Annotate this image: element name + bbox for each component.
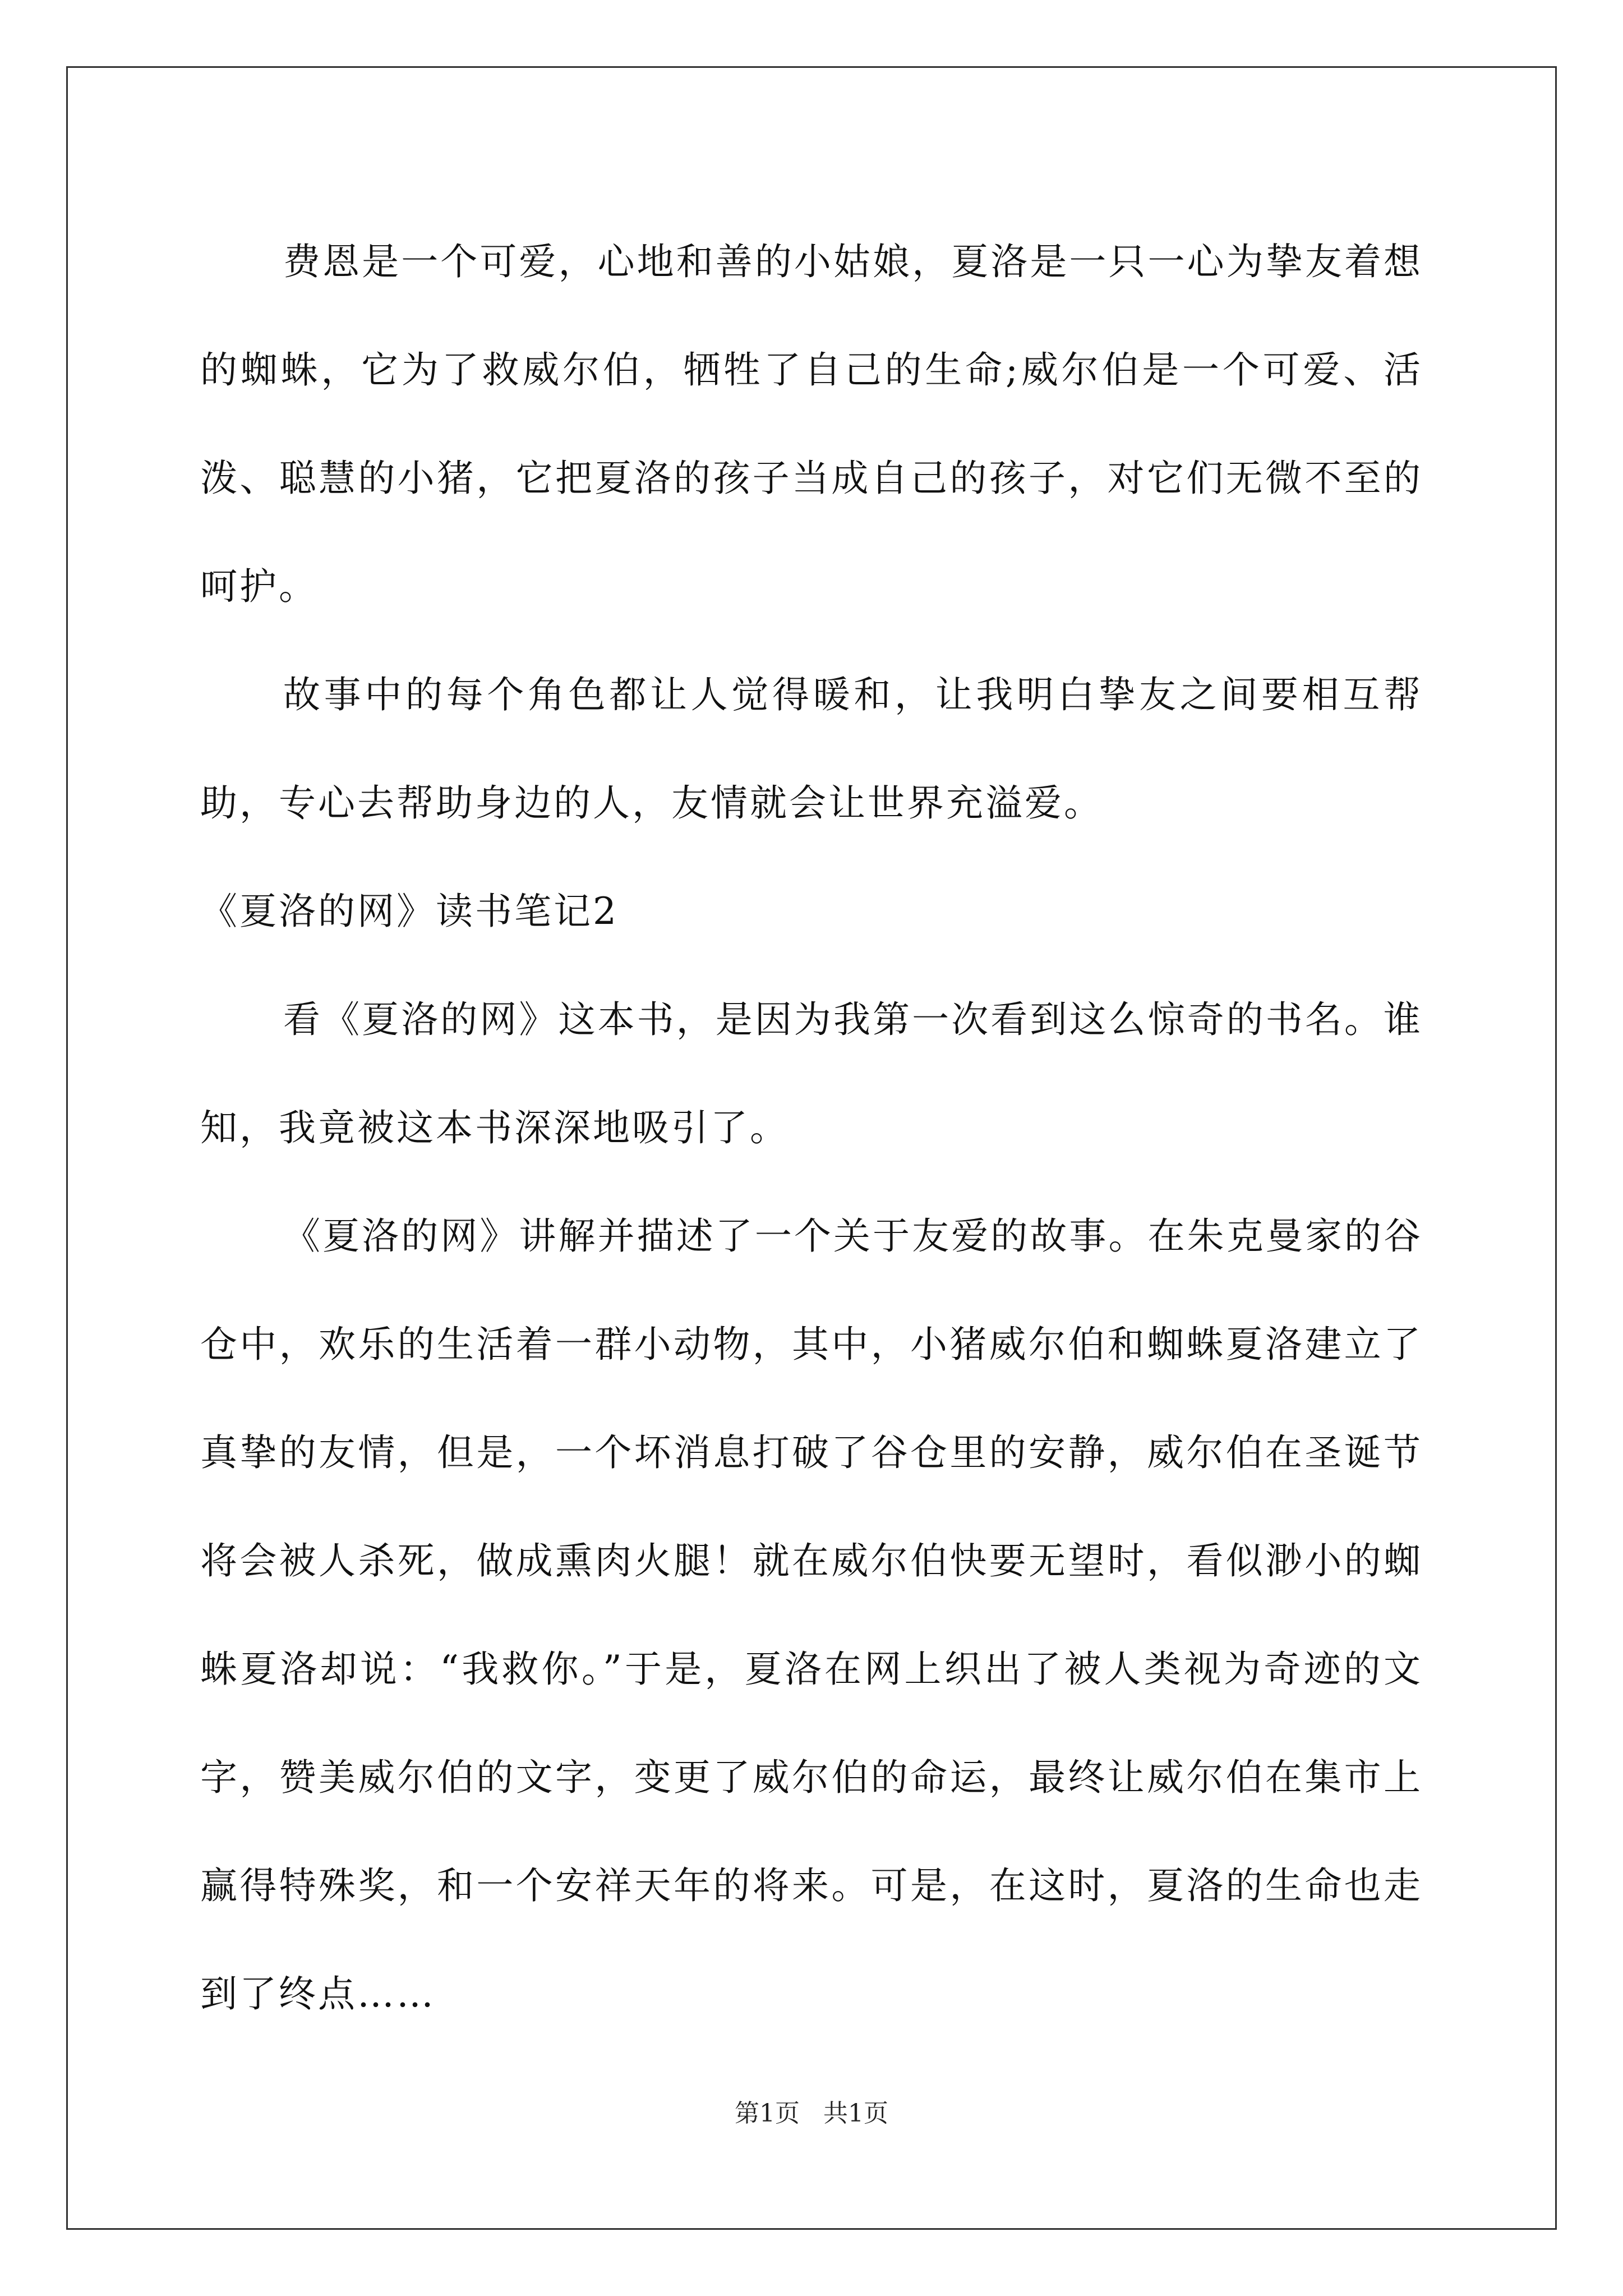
page-footer: 第1页 共1页 — [735, 2099, 888, 2128]
paragraph-3: 看《夏洛的网》这本书，是因为我第一次看到这么惊奇的书名。谁知，我竟被这本书深深地吸引了。 — [200, 998, 1423, 1149]
paragraph-4: 《夏洛的网》讲解并描述了一个关于友爱的故事。在朱克曼家的谷仓中，欢乐的生活着一群小动物，其中，小猪威尔伯和蜘蛛夏洛建立了真挚的友情，但是，一个坏消息打破了谷仓里的安静，威尔伯在圣诞节将会被人杀死，做成熏肉火腿！就在威尔伯快要无望时，看似渺小的蜘蛛夏洛却说：“我救你。”于是，夏洛在网上织出了被人类视为奇迹的文字，赞美威尔伯的文字，变更了威尔伯的命运，最终让威尔伯在集市上赢得特殊奖，和一个安祥天年的将来。可是，在这时，夏洛的生命也走到了终点…… — [200, 1214, 1423, 2016]
paragraph-2: 故事中的每个角色都让人觉得暖和，让我明白挚友之间要相互帮助，专心去帮助身边的人，友情就会让世界充溢爱。 — [200, 673, 1423, 825]
paragraph-1: 费恩是一个可爱，心地和善的小姑娘，夏洛是一只一心为挚友着想的蜘蛛，它为了救威尔伯，牺牲了自己的生命;威尔伯是一个可爱、活泼、聪慧的小猪，它把夏洛的孩子当成自己的孩子，对它们无微不至的呵护。 — [200, 240, 1423, 608]
section-heading: 《夏洛的网》读书笔记2 — [200, 890, 619, 933]
document-body — [200, 208, 1423, 2048]
